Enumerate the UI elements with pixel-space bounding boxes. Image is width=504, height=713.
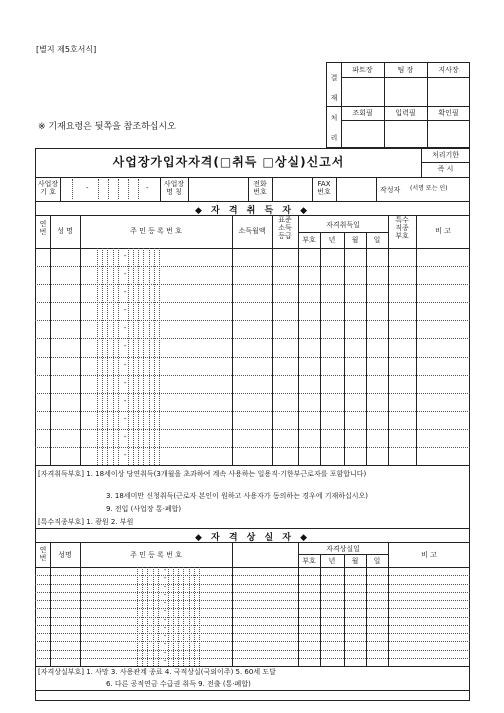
acq-col-name: 성 명 [57, 227, 73, 235]
special-codes: [특수직종부호] 1. 광원 2. 부원 [38, 518, 134, 526]
acquire-table-body[interactable] [35, 248, 470, 465]
rrn-hyphen: - [123, 378, 127, 387]
row-divider [35, 617, 470, 618]
rrn-digit-divider [147, 567, 148, 666]
rrn-digit-divider [159, 248, 160, 465]
approval-check-3: 확인필 [438, 109, 459, 117]
rrn-hyphen: - [163, 656, 167, 665]
rrn-digit-divider [183, 567, 184, 666]
row-divider [35, 658, 470, 659]
rrn-digit-divider [158, 567, 159, 666]
lose-col-no: 연 번 [39, 546, 47, 563]
rrn-hyphen: - [163, 648, 167, 657]
notice-text: ※ 기재요령은 뒷쪽을 참조하십시오 [38, 122, 176, 132]
row-divider [35, 447, 470, 448]
rrn-digit-divider [199, 567, 200, 666]
acq-col-code: 부호 [302, 236, 316, 244]
row-divider [35, 641, 470, 642]
acquire-heading: ◆ 자 격 취 득 자 ◆ [194, 206, 311, 216]
lose-col-code: 부호 [302, 557, 316, 565]
phone-field[interactable] [273, 178, 311, 200]
row-divider [35, 592, 470, 593]
rrn-digit-divider [142, 567, 143, 666]
row-divider [35, 625, 470, 626]
acq-col-special: 특수 직종 부호 [395, 216, 409, 241]
lose-col-year: 년 [328, 557, 336, 565]
row-divider [35, 575, 470, 576]
rrn-digit-divider [178, 567, 179, 666]
receipt-band [35, 690, 470, 701]
rrn-hyphen: - [123, 396, 127, 405]
acq-col-income: 소득월액 [238, 227, 266, 235]
rrn-digit-divider [189, 567, 190, 666]
rrn-digit-divider [154, 248, 155, 465]
rrn-hyphen: - [163, 607, 167, 616]
rrn-digit-divider [118, 248, 119, 465]
row-divider [35, 429, 470, 430]
fax-label: FAX 번호 [317, 180, 331, 197]
rrn-hyphen: - [163, 632, 167, 641]
rrn-hyphen: - [163, 599, 167, 608]
lose-col-day: 일 [373, 557, 381, 565]
lose-col-remark: 비 고 [421, 551, 437, 559]
rrn-hyphen: - [123, 360, 127, 369]
rrn-digit-divider [168, 567, 169, 666]
row-divider [35, 357, 470, 358]
row-divider [35, 393, 470, 394]
row-divider [35, 338, 470, 339]
rrn-hyphen: - [163, 640, 167, 649]
lose-table-body[interactable] [35, 567, 470, 666]
acq-col-no: 연 번 [39, 220, 47, 237]
lose-heading: ◆ 자 격 상 실 자 ◆ [194, 533, 311, 543]
rrn-digit-divider [138, 248, 139, 465]
row-divider [35, 284, 470, 285]
row-divider [35, 302, 470, 303]
biz-name-label: 사업장 명 칭 [163, 180, 185, 197]
rrn-digit-divider [113, 248, 114, 465]
biz-name-field[interactable] [189, 178, 247, 200]
rrn-hyphen: - [163, 590, 167, 599]
rrn-hyphen: - [123, 450, 127, 459]
acq-col-month: 월 [351, 236, 359, 244]
row-divider [35, 411, 470, 412]
approval-check-1: 조회필 [352, 109, 373, 117]
acquire-codes-line3: 9. 전입 (사업장 통·폐합) [106, 505, 182, 513]
biz-no-field[interactable]: - - [62, 179, 158, 199]
phone-label: 전화 번호 [253, 180, 267, 197]
row-divider [35, 608, 470, 609]
acq-col-rrn: 주 민 등 록 번 호 [130, 227, 182, 235]
approval-check-2: 입력필 [395, 109, 416, 117]
acq-col-date-group: 자격취득일 [326, 221, 360, 229]
rrn-hyphen: - [123, 288, 127, 297]
rrn-digit-divider [97, 248, 98, 465]
rrn-hyphen: - [163, 623, 167, 632]
rrn-hyphen: - [123, 306, 127, 315]
rrn-hyphen: - [123, 324, 127, 333]
fax-field[interactable] [337, 178, 375, 200]
row-divider [35, 266, 470, 267]
approval-head-1: 파트장 [352, 66, 373, 74]
acquire-codes-line2: 3. 18세미만 신청취득(근로자 본인이 원하고 사용자가 동의하는 경우에 기재하십시오) [106, 492, 368, 500]
approval-head-2: 팀 장 [397, 66, 414, 74]
rrn-hyphen: - [123, 432, 127, 441]
rrn-hyphen: - [123, 414, 127, 423]
rrn-hyphen: - [123, 342, 127, 351]
acq-col-grade: 표준 소득 등급 [278, 216, 292, 241]
rrn-digit-divider [137, 567, 138, 666]
row-divider [35, 650, 470, 651]
rrn-digit-divider [133, 248, 134, 465]
row-divider [35, 584, 470, 585]
lose-codes-line1: [자격상실부호] 1. 사망 3. 사용관계 종료 4. 국적상실(국외이주) 5. 60세 도달 [38, 668, 276, 676]
lose-col-rrn: 주 민 등 록 번 호 [130, 551, 182, 559]
row-divider [35, 600, 470, 601]
rrn-digit-divider [173, 567, 174, 666]
acq-col-remark: 비 고 [435, 227, 451, 235]
rrn-digit-divider [102, 248, 103, 465]
form-number: [별지 제5호서식] [36, 45, 97, 54]
rrn-digit-divider [107, 248, 108, 465]
form-title: 사업장가입자자격(□취득 □상실)신고서 [112, 155, 345, 169]
rrn-digit-divider [128, 248, 129, 465]
rrn-hyphen: - [163, 574, 167, 583]
lose-col-date-group: 자격상실일 [326, 545, 360, 553]
rrn-hyphen: - [163, 582, 167, 591]
rrn-hyphen: - [163, 566, 167, 575]
rrn-digit-divider [153, 567, 154, 666]
writer-sign-hint: (서명 또는 인) [410, 185, 448, 192]
row-divider [35, 375, 470, 376]
acq-col-day: 일 [373, 236, 381, 244]
biz-no-label: 사업장 기 호 [37, 180, 59, 197]
rrn-hyphen: - [123, 270, 127, 279]
rrn-hyphen: - [163, 615, 167, 624]
acq-col-year: 년 [328, 236, 336, 244]
row-divider [35, 320, 470, 321]
approval-side-label: 결 재 처 리 [330, 74, 338, 142]
lose-col-name: 성명 [58, 551, 72, 559]
rrn-digit-divider [149, 248, 150, 465]
rrn-digit-divider [194, 567, 195, 666]
row-divider [35, 633, 470, 634]
approval-head-3: 지사장 [438, 66, 459, 74]
approval-box [326, 62, 470, 148]
lose-col-month: 월 [351, 557, 359, 565]
period-label: 처리기한 [431, 151, 460, 159]
rrn-hyphen: - [123, 252, 127, 261]
period-value: 즉 시 [437, 165, 454, 173]
lose-codes-line2: 6. 다른 공적연금 수급권 취득 9. 전출 (통·폐합) [106, 680, 251, 688]
rrn-digit-divider [143, 248, 144, 465]
acquire-codes-line1: [자격취득부호] 1. 18세이상 당연취득(3개월을 초과하여 계속 사용하는 일용직·기한부근로자를 포함합니다) [38, 470, 367, 478]
writer-label: 작성자 [380, 186, 401, 194]
